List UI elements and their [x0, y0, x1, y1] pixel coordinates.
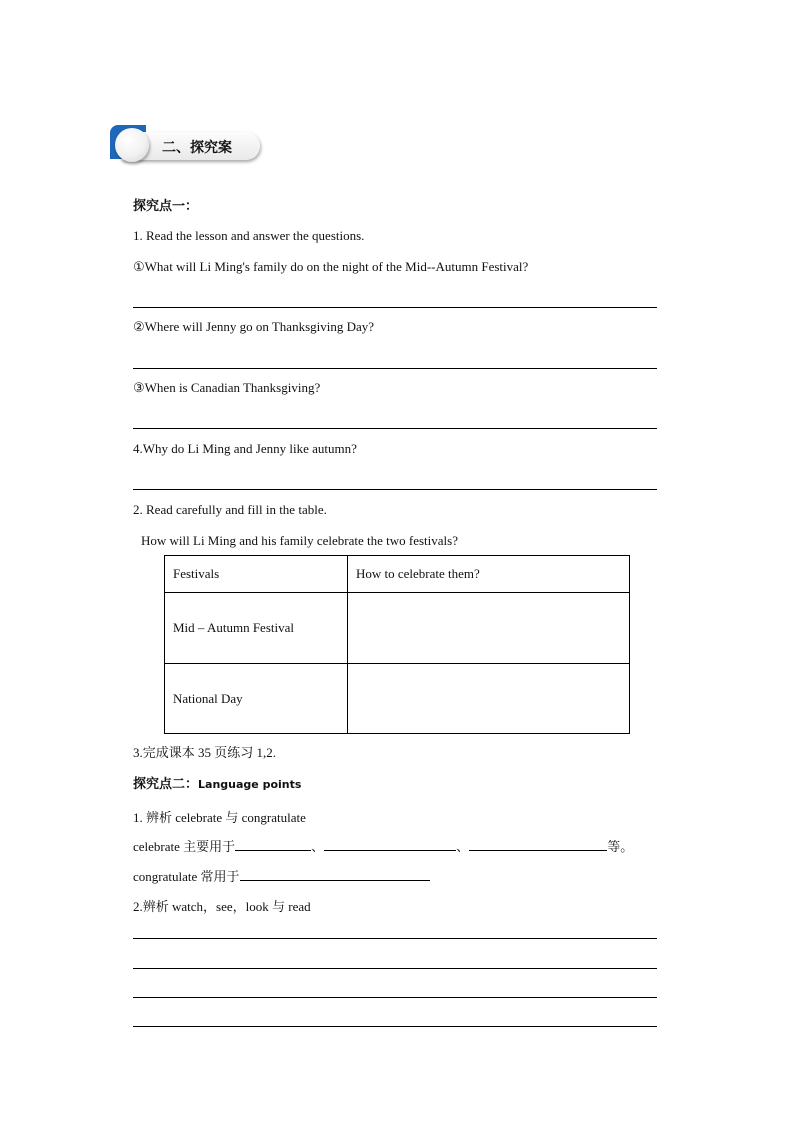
separator: 、	[456, 839, 470, 854]
celebrate-label: celebrate 主要用于	[133, 839, 236, 854]
answer-line-4[interactable]	[133, 489, 657, 490]
section-header	[110, 125, 262, 165]
celebrate-blank-3[interactable]	[469, 838, 607, 851]
answer-line-1[interactable]	[133, 307, 657, 308]
question-1: ①What will Li Ming's family do on the night of the Mid--Autumn Festival?	[133, 259, 529, 274]
congratulate-line	[133, 866, 430, 885]
item2-instruction: 2.辨析 watch，see，look 与 read	[133, 899, 311, 914]
separator: 、	[311, 839, 325, 854]
table-cell-answer[interactable]	[348, 664, 630, 734]
table-row	[165, 664, 630, 734]
table-header-row	[165, 556, 630, 593]
celebrate-line	[133, 836, 633, 855]
point2-heading	[133, 773, 301, 792]
task2-instruction: 2. Read carefully and fill in the table.	[133, 502, 327, 517]
table-cell-festival: National Day	[165, 664, 348, 734]
celebrate-blank-2[interactable]	[324, 838, 456, 851]
table-cell-answer[interactable]	[348, 593, 630, 664]
task1-instruction: 1. Read the lesson and answer the questions.	[133, 228, 365, 243]
table-row	[165, 593, 630, 664]
header-circle-icon	[115, 128, 149, 162]
point1-heading: 探究点一：	[133, 199, 199, 214]
answer-line-2[interactable]	[133, 368, 657, 369]
table-cell-festival: Mid – Autumn Festival	[165, 593, 348, 664]
answer-line-7[interactable]	[133, 997, 657, 998]
festival-table	[164, 555, 630, 734]
answer-line-5[interactable]	[133, 938, 657, 939]
answer-line-8[interactable]	[133, 1026, 657, 1027]
point2-heading-en: Language points	[198, 778, 302, 791]
congratulate-blank[interactable]	[240, 868, 430, 881]
table-header-festivals: Festivals	[165, 556, 348, 593]
point2-heading-cn: 探究点二：	[133, 777, 199, 792]
etc-text: 等。	[607, 839, 634, 854]
item1-instruction: 1. 辨析 celebrate 与 congratulate	[133, 810, 306, 825]
answer-line-3[interactable]	[133, 428, 657, 429]
section-title: 二、探究案	[162, 140, 232, 156]
celebrate-blank-1[interactable]	[235, 838, 311, 851]
task3-instruction: 3.完成课本 35 页练习 1,2.	[133, 745, 277, 760]
congratulate-label: congratulate 常用于	[133, 869, 240, 884]
question-4: 4.Why do Li Ming and Jenny like autumn?	[133, 441, 357, 456]
task2-question: How will Li Ming and his family celebrate the two festivals?	[141, 533, 458, 548]
question-3: ③When is Canadian Thanksgiving?	[133, 380, 321, 395]
question-2: ②Where will Jenny go on Thanksgiving Day?	[133, 319, 375, 334]
table-header-how: How to celebrate them?	[348, 556, 630, 593]
answer-line-6[interactable]	[133, 968, 657, 969]
